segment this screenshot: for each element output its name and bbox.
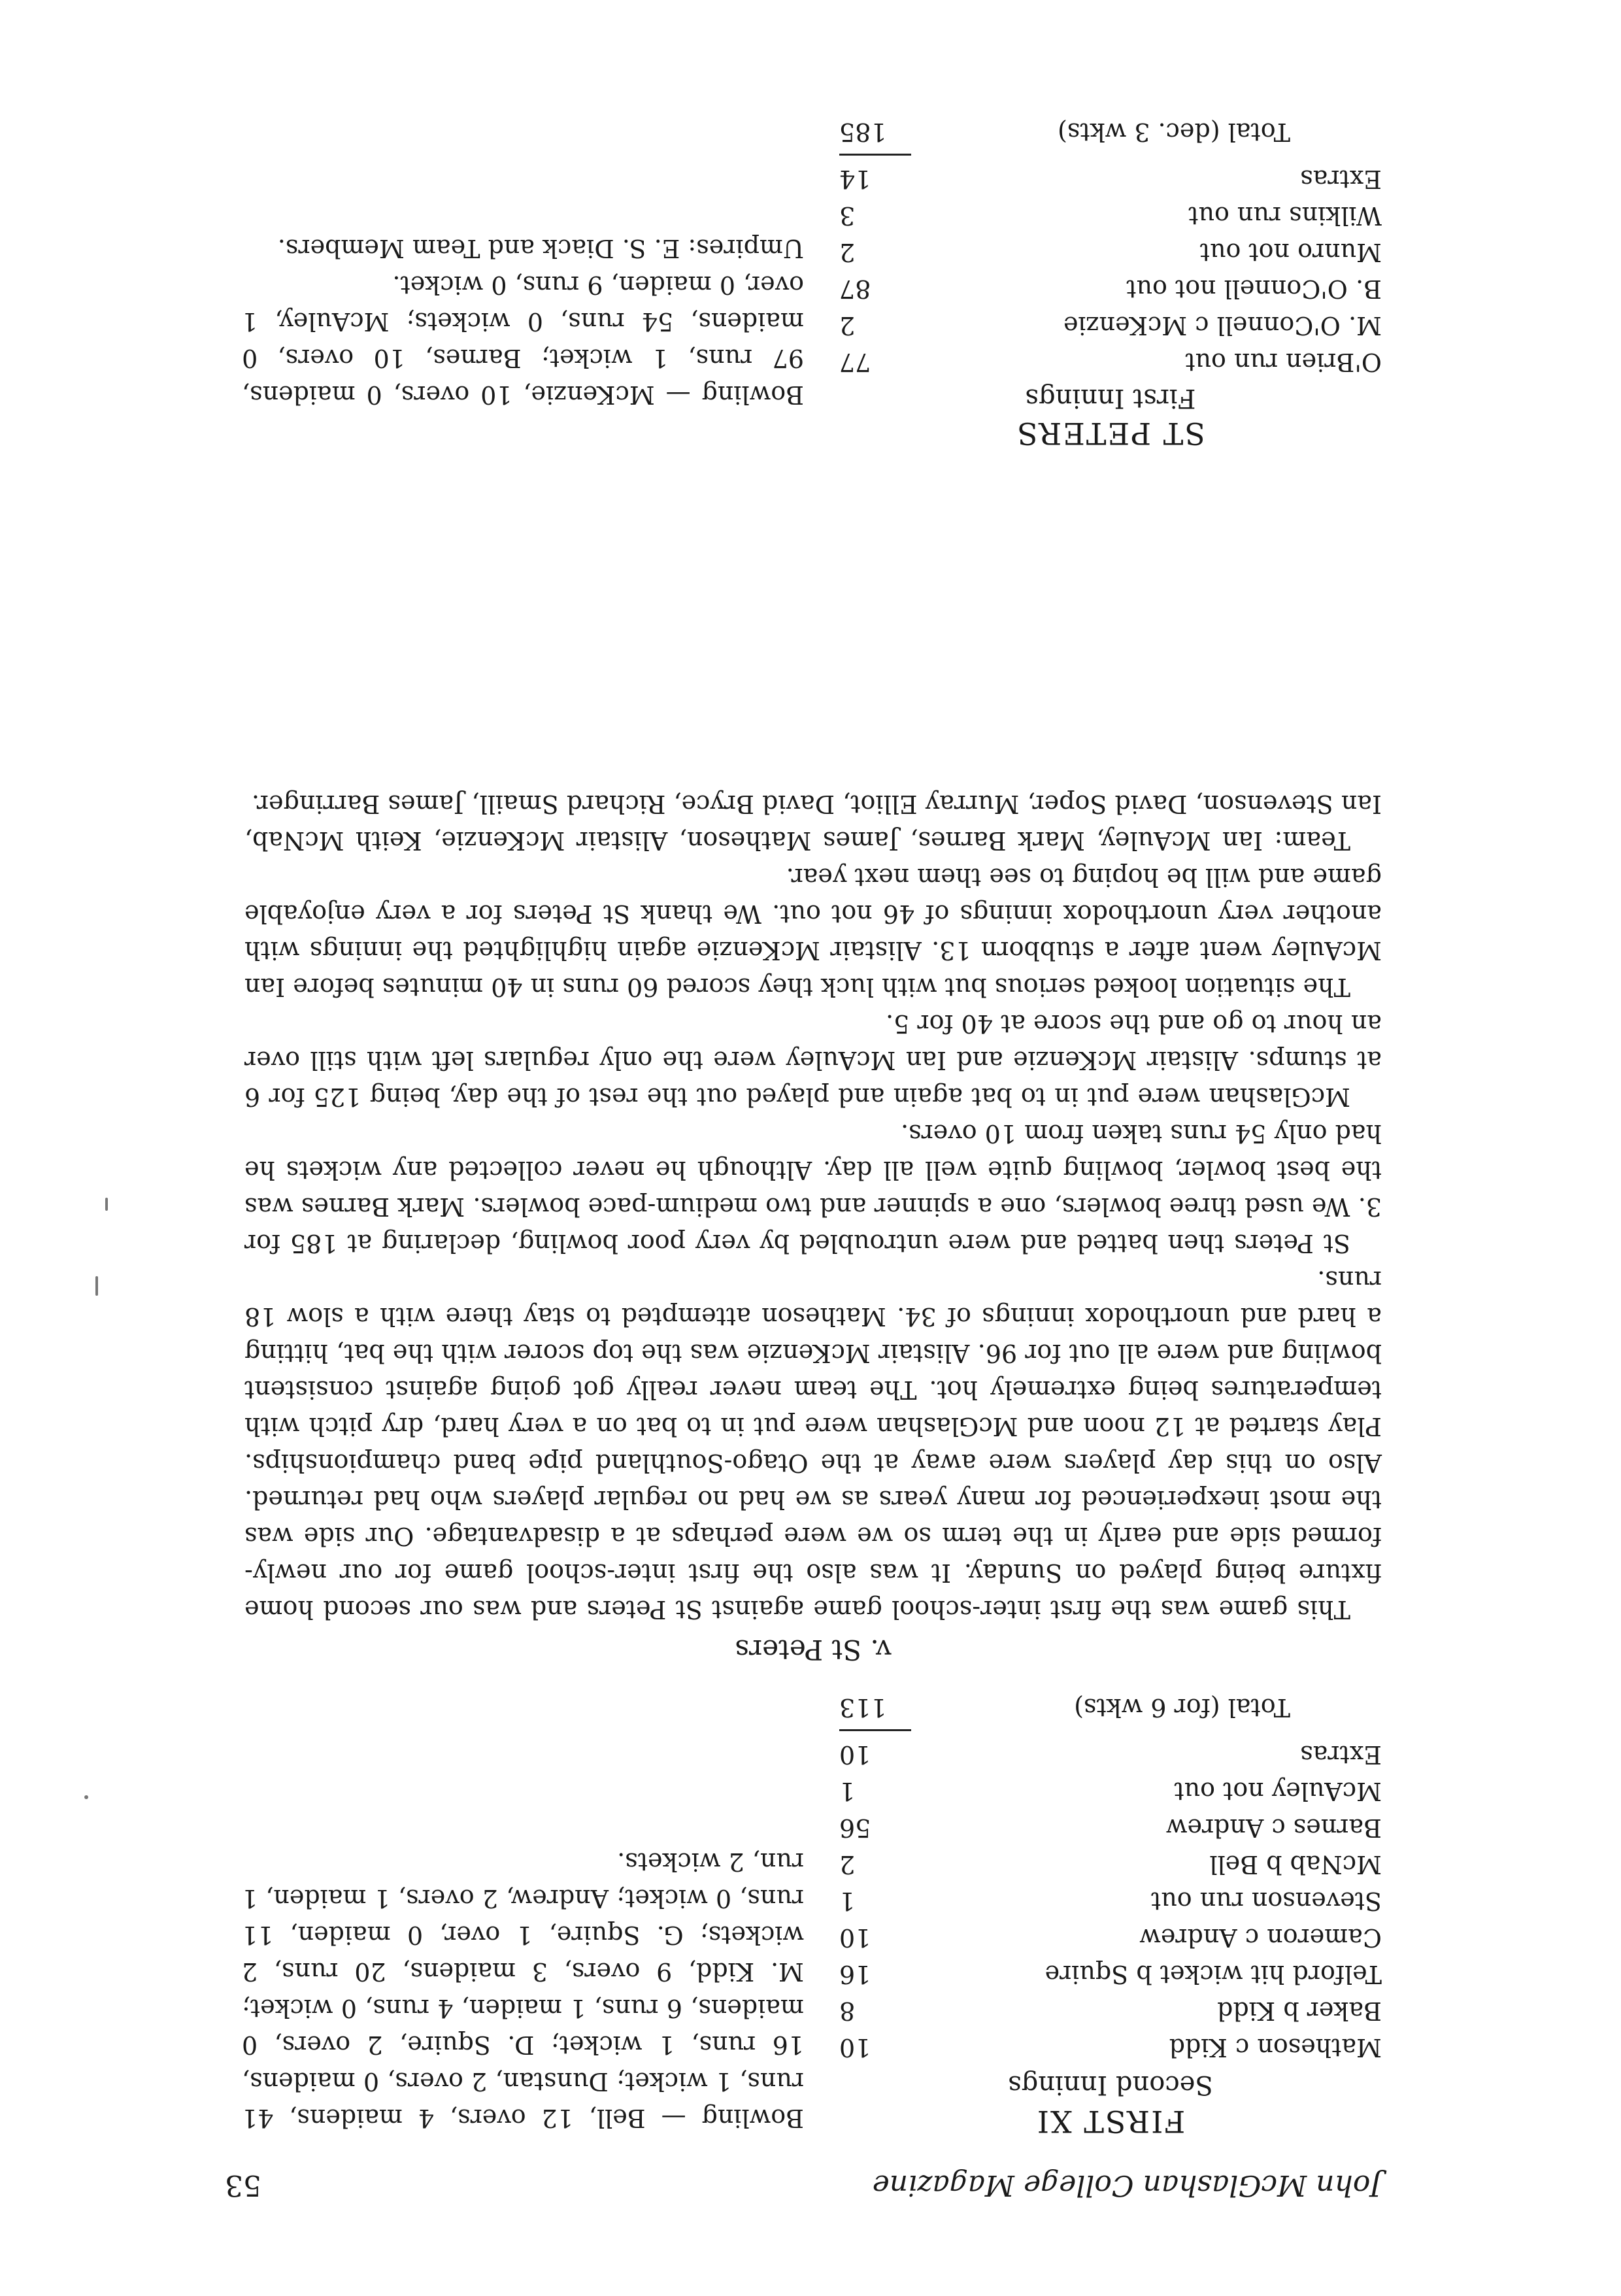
runs: 16 xyxy=(839,1960,871,1989)
batsman: Matheson c Kidd xyxy=(1169,2033,1382,2062)
extras-label: Extras xyxy=(1300,165,1382,194)
batting-row xyxy=(839,271,1382,307)
total-runs: 185 xyxy=(839,118,887,146)
st-peters-heading: ST PETERS xyxy=(1016,416,1205,451)
batsman: Munro not out xyxy=(1199,238,1382,267)
team-list: Team: Ian McAuley, Mark Barnes, James Matheson, Alistair McKenzie, Keith McNab, Ian Stevenson, David Soper, Murray Elliot, David Bryce, Richard Smaill, James Barringer. xyxy=(244,790,1382,855)
batsman: M. O'Connell c McKenzie xyxy=(1063,311,1382,340)
batsman: Barnes c Andrew xyxy=(1165,1814,1382,1842)
total-row xyxy=(839,1689,1382,1726)
total-runs: 113 xyxy=(839,1693,887,1722)
batting-row xyxy=(839,344,1382,380)
batsman: Cameron c Andrew xyxy=(1139,1923,1382,1952)
runs: 1 xyxy=(839,1887,856,1916)
batting-row xyxy=(839,161,1382,197)
batting-row xyxy=(839,1773,1382,1810)
batsman: B. O'Connell not out xyxy=(1126,275,1382,303)
report-paragraph: McGlashan were put in to bat again and played out the rest of the day, being 125 for 6 at stumps. Alistair McKenzie and Ian McAuley were the only regulars left with still over an hour to go and the score at 40 for 5. xyxy=(244,1009,1382,1111)
batting-row xyxy=(839,234,1382,271)
batsman: Baker b Kidd xyxy=(1217,1997,1382,2025)
st-peters-batting xyxy=(839,114,1382,380)
match-heading: v. St Peters xyxy=(735,1634,892,1666)
umpires-text: Umpires: E. S. Diack and Team Members. xyxy=(277,234,804,263)
report-paragraph: The situation looked serious but with luck they scored 60 runs in 40 minutes before Ian McAuley went after a stubborn 13. Alistair McKenzie again highlighted the innings with another very unorthodox innings of 46 not out. We thank St Peters for a very enjoyable game and will be hoping to see them next year. xyxy=(244,863,1382,1002)
batsman: McAuley not out xyxy=(1174,1777,1382,1806)
batting-row xyxy=(839,1883,1382,1919)
total-label: Total (for 6 wkts) xyxy=(1074,1693,1290,1722)
batsman: Telford hit wicket b Squire xyxy=(1044,1960,1382,1989)
first-xi-bowling xyxy=(242,1844,804,2136)
match-report xyxy=(244,786,1382,1628)
batting-row xyxy=(839,1846,1382,1883)
batting-row xyxy=(839,1919,1382,1956)
scan-speck xyxy=(95,1276,98,1296)
batting-row xyxy=(839,2029,1382,2066)
runs: 3 xyxy=(839,201,856,230)
bowling-text: Bowling — Bell, 12 overs, 4 maidens, 41 runs, 1 wicket; Dunstan, 2 overs, 0 maidens, 16 runs, 1 wicket; D. Squire, 2 overs, 0 maidens, 6 runs, 1 maiden, 4 runs, 0 wicket; M. Kidd, 9 overs, 3 maidens, 20 runs, 2 wickets; G. Squire, 1 over, 0 maiden, 11 runs, 0 wicket; Andrew, 2 overs, 1 maiden, 1 run, 2 wickets. xyxy=(242,1848,804,2133)
batting-row xyxy=(839,197,1382,234)
runs: 10 xyxy=(839,1923,871,1952)
running-header xyxy=(225,2163,1382,2202)
total-row xyxy=(839,114,1382,150)
runs: 10 xyxy=(839,2033,871,2062)
total-rule-row xyxy=(839,1726,1382,1736)
total-rule xyxy=(839,154,911,156)
runs: 14 xyxy=(839,165,871,194)
batsman: McNab b Bell xyxy=(1209,1850,1382,1879)
batting-row xyxy=(839,1993,1382,2029)
batting-row xyxy=(839,307,1382,344)
runs: 77 xyxy=(839,348,871,377)
runs: 8 xyxy=(839,1997,856,2025)
magazine-title: John McGlashan College Magazine xyxy=(872,2169,1382,2202)
batting-row xyxy=(839,1810,1382,1846)
runs: 2 xyxy=(839,238,856,267)
first-xi-heading: FIRST XI xyxy=(1035,2104,1186,2139)
bowling-text: Bowling — McKenzie, 10 overs, 0 maidens, 97 runs, 1 wicket; Barnes, 10 overs, 0 maidens, 54 runs, 0 wickets; McAuley, 1 over, 0 maiden, 9 runs, 0 wicket. xyxy=(242,271,804,409)
batsman: Wilkins run out xyxy=(1188,201,1382,230)
total-label: Total (dec. 3 wkts) xyxy=(1058,118,1290,146)
runs: 10 xyxy=(839,1740,871,1769)
page-number: 53 xyxy=(225,2169,261,2202)
batting-row xyxy=(839,1736,1382,1773)
runs: 87 xyxy=(839,275,871,303)
runs: 1 xyxy=(839,1777,856,1806)
batsman: O'Brien run out xyxy=(1185,348,1382,377)
total-rule xyxy=(839,1729,911,1731)
first-innings-heading: First Innings xyxy=(1025,383,1196,413)
scan-speck xyxy=(84,1795,88,1799)
report-paragraph: This game was the first inter-school game against St Peters and was our second home fixture being played on Sunday. It was also the first inter-school game for our newly-formed side and early in the term so we were perhaps at a disadvantage. Our side was the most inexperienced for many years as we had no regular players who had returned. Also on this day players were away at the Otago-Southland pipe band championships. Play started at 12 noon and McGlashan were put in to bat on a very hard, dry pitch with temperatures being extremely hot. The team never really got going against consistent bowling and were all out for 96. Alistair McKenzie was the top scorer with the bat, hitting a hard and unorthodox innings of 34. Matheson attempted to stay there with a slow 18 runs. xyxy=(244,1266,1382,1624)
extras-label: Extras xyxy=(1300,1740,1382,1769)
batsman: Stevenson run out xyxy=(1151,1887,1382,1916)
second-innings-heading: Second Innings xyxy=(1008,2070,1213,2100)
report-paragraph: St Peters then batted and were untroubled by very poor bowling, declaring at 185 for 3. We used three bowlers, one a spinner and two medium-pace bowlers. Mark Barnes was the best bowler, bowling quite well all day. Although he never collected any wickets he had only 54 runs taken from 10 overs. xyxy=(244,1119,1382,1258)
scan-speck xyxy=(105,1198,108,1211)
total-rule-row xyxy=(839,150,1382,161)
runs: 2 xyxy=(839,311,856,340)
runs: 2 xyxy=(839,1850,856,1879)
runs: 56 xyxy=(839,1814,871,1842)
st-peters-bowling xyxy=(242,230,804,413)
first-xi-batting xyxy=(839,1689,1382,2066)
batting-row xyxy=(839,1956,1382,1993)
